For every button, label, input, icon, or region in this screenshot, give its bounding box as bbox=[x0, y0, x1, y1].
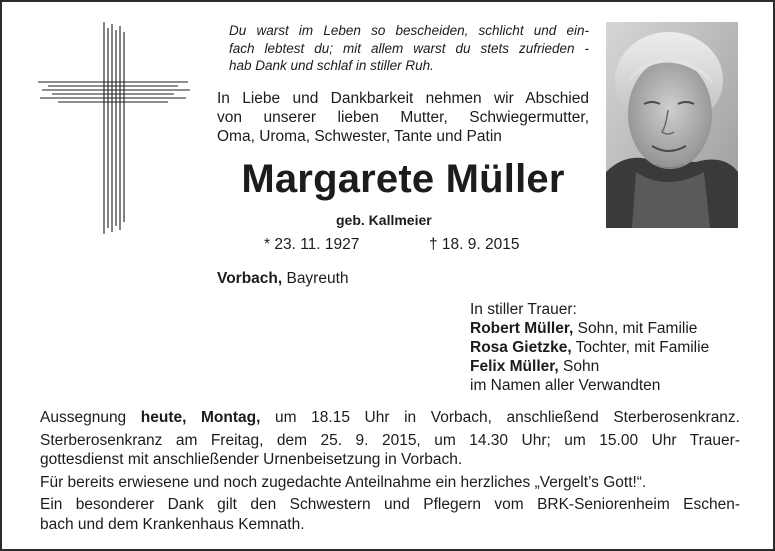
mourner-relation: Sohn, mit Familie bbox=[573, 320, 698, 337]
thanks-note: Für bereits erwiesene und noch zugedachte Anteilnahme ein herzliches „Vergelt’s Gott!“. bbox=[40, 473, 647, 491]
special-thanks-line: Ein besonderer Dank gilt den Schwestern und Pflegern vom BRK-Seniorenheim Eschen- bbox=[40, 496, 740, 513]
mourners-heading: In stiller Trauer: bbox=[470, 301, 577, 318]
mourners-list bbox=[470, 300, 709, 395]
mourners-closing: im Namen aller Verwandten bbox=[470, 377, 661, 394]
blessing-prefix: Aussegnung bbox=[40, 409, 141, 426]
farewell-intro bbox=[217, 89, 589, 146]
intro-line: Oma, Uroma, Schwester, Tante und Patin bbox=[217, 128, 502, 145]
blessing-info bbox=[40, 408, 740, 428]
birth-date: * 23. 11. 1927 bbox=[264, 236, 360, 253]
mourner-entry bbox=[470, 338, 709, 357]
cross-icon bbox=[38, 22, 190, 234]
mourner-name: Rosa Gietzke, bbox=[470, 339, 572, 356]
residence-region: Bayreuth bbox=[282, 270, 349, 287]
residence-town: Vorbach, bbox=[217, 270, 283, 287]
mourner-relation: Tochter, mit Familie bbox=[571, 339, 710, 356]
mourner-relation: Sohn bbox=[558, 358, 600, 375]
rosary-line: gottesdienst mit anschließender Urnenbeisetzung in Vorbach. bbox=[40, 451, 463, 468]
memorial-verse bbox=[229, 22, 589, 75]
verse-line: hab Dank und schlaf in stiller Ruh. bbox=[229, 58, 434, 73]
mourner-entry bbox=[470, 357, 709, 376]
rosary-info bbox=[40, 431, 740, 470]
special-thanks bbox=[40, 495, 740, 534]
maiden-name: geb. Kallmeier bbox=[336, 212, 432, 228]
service-details bbox=[40, 408, 740, 537]
mourner-name: Felix Müller, bbox=[470, 358, 559, 375]
intro-line: In Liebe und Dankbarkeit nehmen wir Abschied bbox=[217, 90, 589, 107]
residence bbox=[217, 270, 349, 288]
rosary-line: Sterberosenkranz am Freitag, dem 25. 9. 2015, um 14.30 Uhr; um 15.00 Uhr Trauer- bbox=[40, 431, 740, 449]
verse-line: fach lebtest du; mit allem warst du stets zufrieden - bbox=[229, 40, 589, 56]
blessing-day: heute, Montag, bbox=[140, 409, 261, 426]
intro-line: von unserer lieben Mutter, Schwiegermutter, bbox=[217, 109, 589, 126]
verse-line: Du warst im Leben so bescheiden, schlicht und ein- bbox=[229, 23, 589, 38]
blessing-details: um 18.15 Uhr in Vorbach, anschließend Sterberosenkranz. bbox=[260, 409, 740, 426]
death-date: † 18. 9. 2015 bbox=[429, 236, 520, 253]
mourner-entry bbox=[470, 319, 709, 338]
deceased-name: Margarete Müller bbox=[241, 157, 565, 201]
special-thanks-line: bach und dem Krankenhaus Kemnath. bbox=[40, 515, 305, 533]
mourner-name: Robert Müller, bbox=[470, 320, 574, 337]
portrait-photo bbox=[606, 22, 738, 228]
